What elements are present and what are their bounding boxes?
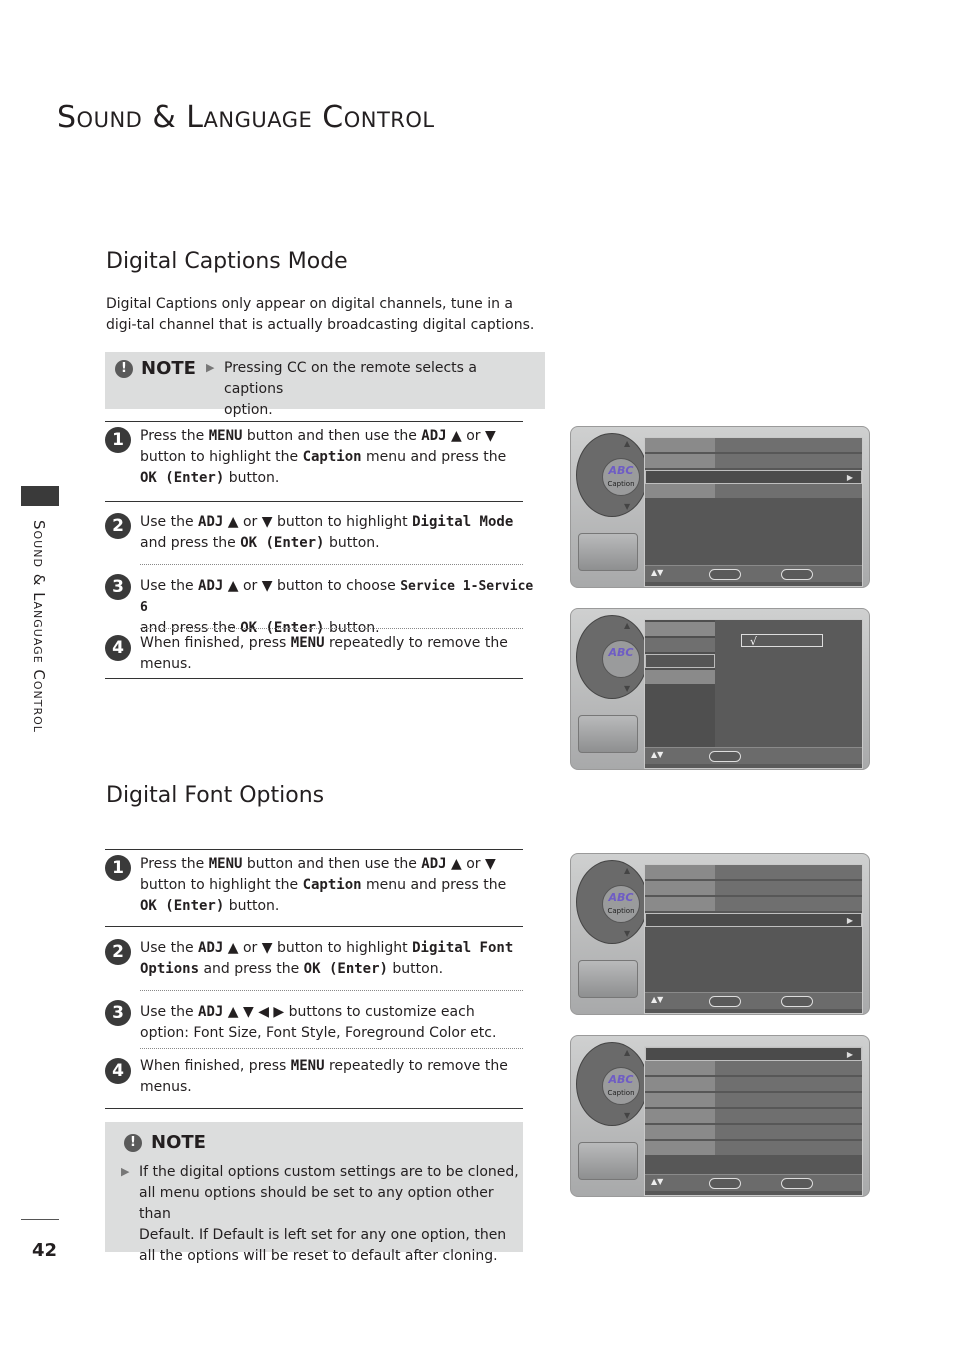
- down-arrow-icon: ▼: [624, 684, 631, 693]
- step-text: menu and press the: [361, 877, 507, 893]
- exclamation-icon: !: [124, 1134, 142, 1152]
- step-number: 4: [105, 1058, 131, 1084]
- tv-osd-caption-menu: [570, 426, 870, 588]
- step-divider-dotted: [140, 1048, 523, 1049]
- right-arrow-icon: ▶: [846, 916, 853, 925]
- osd-menu-row: [645, 1061, 862, 1077]
- abc-glyph: ABC: [608, 891, 634, 904]
- nav-arrows-icon: ▲▼: [651, 1177, 664, 1186]
- osd-pill-button: [709, 569, 741, 580]
- adj-key: ADJ: [198, 514, 224, 530]
- step-divider: [105, 849, 523, 850]
- fonts-note: [105, 1122, 523, 1264]
- note-label: NOTE: [151, 1132, 206, 1153]
- step-text: menus.: [140, 1079, 192, 1095]
- menu-key: MENU: [208, 428, 243, 444]
- step-text: button and then use the: [242, 856, 422, 872]
- step-text: button.: [224, 470, 280, 486]
- step-text: When finished, press: [140, 635, 291, 651]
- osd-menu-row: [645, 1125, 862, 1141]
- step-text: and press the: [140, 620, 241, 636]
- osd-menu-row: [645, 454, 862, 470]
- step-text: ▲ or ▼ button to highlight: [223, 940, 413, 956]
- note-label: NOTE: [141, 358, 196, 379]
- captions-step-3: [140, 576, 535, 639]
- step-text: ▲ or ▼: [446, 856, 496, 872]
- down-arrow-icon: ▼: [624, 929, 631, 938]
- ok-key: OK (Enter): [240, 620, 325, 636]
- note-bullet-icon: ▶: [206, 361, 215, 374]
- osd-menu-row: [645, 484, 862, 500]
- osd-menu-row: [645, 865, 862, 881]
- nav-arrows-icon: ▲▼: [651, 995, 664, 1004]
- fonts-step-4: [140, 1056, 525, 1098]
- down-arrow-icon: ▼: [624, 1111, 631, 1120]
- page-number: 42: [32, 1240, 58, 1261]
- osd-menu-row: [645, 438, 862, 454]
- adj-key: ADJ: [198, 940, 224, 956]
- osd-menu-row: [645, 1077, 862, 1093]
- osd-menu-row: [645, 881, 862, 897]
- captions-heading: Digital Captions Mode: [106, 249, 348, 274]
- note-line3: Default. If Default is left set for any one option, then: [139, 1227, 507, 1243]
- abc-glyph: ABC: [608, 464, 634, 477]
- side-section-label: Sound & Language Control: [30, 520, 48, 733]
- step-text: and press the: [199, 961, 304, 977]
- caption-wheel-icon: [602, 640, 640, 678]
- page-number-rule: [21, 1219, 59, 1220]
- step-number: 2: [105, 513, 131, 539]
- options-key: Options: [140, 961, 200, 977]
- step-text: Use the: [140, 514, 199, 530]
- ok-key: OK (Enter): [140, 470, 225, 486]
- up-arrow-icon: ▲: [624, 621, 631, 630]
- right-arrow-icon: ▶: [846, 1050, 853, 1059]
- step-text: button.: [324, 620, 380, 636]
- osd-menu-row: [645, 622, 715, 636]
- note-text: [139, 1162, 519, 1267]
- caption-key: Caption: [302, 449, 362, 465]
- osd-pill-button: [781, 569, 813, 580]
- step-text: Press the: [140, 428, 209, 444]
- osd-footer: [645, 992, 862, 1009]
- adj-key: ADJ: [421, 856, 447, 872]
- tv-osd-digital-mode: [570, 608, 870, 770]
- step-text: Use the: [140, 940, 199, 956]
- osd-menu-row-highlighted: [645, 913, 862, 927]
- note-line2: all menu options should be set to any option other than: [139, 1185, 494, 1222]
- caption-wheel-icon: [602, 885, 640, 923]
- step-text: button to highlight the: [140, 449, 303, 465]
- step-text: menus.: [140, 656, 192, 672]
- captions-step-4: [140, 633, 525, 675]
- osd-footer: [645, 747, 862, 764]
- step-text: repeatedly to remove the: [324, 1058, 508, 1074]
- fonts-step-2: [140, 938, 525, 980]
- fonts-heading: Digital Font Options: [106, 783, 325, 808]
- osd-pill-button: [781, 996, 813, 1007]
- ok-key: OK (Enter): [140, 898, 225, 914]
- osd-pill-button: [709, 996, 741, 1007]
- step-divider-dotted: [140, 990, 523, 991]
- step-text: button and then use the: [242, 428, 422, 444]
- adj-key: ADJ: [198, 578, 224, 594]
- osd-menu-row: [645, 897, 862, 913]
- up-arrow-icon: ▲: [624, 439, 631, 448]
- step-text: option: Font Size, Font Style, Foreground Color etc.: [140, 1025, 497, 1041]
- note-line4: all the options will be reset to default after cloning.: [139, 1248, 498, 1264]
- note-line1: Pressing CC on the remote selects a captions: [224, 360, 477, 397]
- step-text: Press the: [140, 856, 209, 872]
- wheel-label: Caption: [607, 1089, 635, 1097]
- digital-mode-key: Digital Mode: [412, 514, 514, 530]
- caption-key: Caption: [302, 877, 362, 893]
- up-arrow-icon: ▲: [624, 1048, 631, 1057]
- wheel-label: Caption: [607, 480, 635, 488]
- menu-key: MENU: [290, 635, 325, 651]
- osd-footer: [645, 565, 862, 582]
- step-divider: [105, 1108, 523, 1109]
- fonts-step-1: [140, 854, 525, 917]
- captions-intro: [106, 294, 546, 336]
- service-key: Service 1-Service 6: [140, 579, 534, 615]
- step-divider: [105, 421, 523, 422]
- osd-menu-row: [645, 1093, 862, 1109]
- step-text: and press the: [140, 535, 241, 551]
- step-divider-dotted: [140, 628, 523, 629]
- step-divider: [105, 678, 523, 679]
- osd-menu-row: [645, 670, 715, 684]
- adj-key: ADJ: [198, 1004, 224, 1020]
- selected-option-box: [741, 634, 823, 647]
- step-text: When finished, press: [140, 1058, 291, 1074]
- osd-screen: [644, 1046, 863, 1196]
- note-text: [224, 358, 539, 421]
- step-text: ▲ or ▼ button to choose: [223, 578, 401, 594]
- right-arrow-icon: ▶: [846, 473, 853, 482]
- note-line2: option.: [224, 402, 273, 418]
- note-line1: If the digital options custom settings are to be cloned,: [139, 1164, 519, 1180]
- up-arrow-icon: ▲: [624, 866, 631, 875]
- osd-screen: [644, 619, 863, 769]
- step-text: ▲ or ▼ button to highlight: [223, 514, 413, 530]
- osd-pill-button: [709, 1178, 741, 1189]
- osd-menu-row-highlighted: [645, 470, 862, 484]
- digital-font-key: Digital Font: [412, 940, 514, 956]
- menu-key: MENU: [290, 1058, 325, 1074]
- page-title: Sound & Language Control: [57, 100, 435, 135]
- step-number: 1: [105, 427, 131, 453]
- ok-key: OK (Enter): [240, 535, 325, 551]
- osd-pill-button: [709, 751, 741, 762]
- osd-menu-row-highlighted: [645, 654, 715, 668]
- caption-wheel-icon: [602, 458, 640, 496]
- step-text: button.: [324, 535, 380, 551]
- tv-button-icon: [578, 960, 638, 998]
- menu-key: MENU: [208, 856, 243, 872]
- fonts-step-3: [140, 1002, 525, 1044]
- captions-intro-line1: Digital Captions only appear on digital channels, tune in a: [106, 296, 514, 312]
- step-text: Use the: [140, 1004, 199, 1020]
- osd-side-column: [645, 620, 715, 750]
- adj-key: ADJ: [421, 428, 447, 444]
- step-divider: [105, 926, 523, 927]
- step-text: button to highlight the: [140, 877, 303, 893]
- wheel-label: Caption: [607, 907, 635, 915]
- check-icon: √: [750, 635, 758, 648]
- tv-button-icon: [578, 533, 638, 571]
- step-divider: [105, 501, 523, 502]
- osd-menu-row-highlighted: [645, 1047, 862, 1061]
- osd-menu-row: [645, 1109, 862, 1125]
- step-text: Use the: [140, 578, 199, 594]
- captions-intro-line2: digi-tal channel that is actually broadcasting digital captions.: [106, 317, 535, 333]
- captions-step-1: [140, 426, 525, 489]
- ok-key: OK (Enter): [303, 961, 388, 977]
- captions-note: [105, 352, 545, 418]
- osd-menu-row: [645, 638, 715, 652]
- tv-osd-caption-menu-fonts: [570, 853, 870, 1015]
- step-text: button.: [387, 961, 444, 977]
- step-number: 2: [105, 939, 131, 965]
- osd-pill-button: [781, 1178, 813, 1189]
- step-text: ▲ or ▼: [446, 428, 496, 444]
- nav-arrows-icon: ▲▼: [651, 750, 664, 759]
- step-divider-dotted: [140, 564, 523, 565]
- step-text: ▲ ▼ ◀ ▶ buttons to customize each: [223, 1004, 475, 1020]
- tv-osd-font-options: [570, 1035, 870, 1197]
- caption-wheel-icon: [602, 1067, 640, 1105]
- step-number: 4: [105, 635, 131, 661]
- down-arrow-icon: ▼: [624, 502, 631, 511]
- captions-step-2: [140, 512, 525, 554]
- tv-button-icon: [578, 1142, 638, 1180]
- osd-menu-row: [645, 1141, 862, 1157]
- step-number: 3: [105, 1000, 131, 1026]
- note-bullet-icon: ▶: [121, 1165, 130, 1178]
- step-text: menu and press the: [361, 449, 507, 465]
- side-tab-marker: [21, 486, 59, 506]
- step-number: 1: [105, 855, 131, 881]
- abc-glyph: ABC: [608, 646, 634, 659]
- step-number: 3: [105, 574, 131, 600]
- osd-screen: [644, 437, 863, 587]
- osd-footer: [645, 1174, 862, 1191]
- step-text: button.: [224, 898, 280, 914]
- abc-glyph: ABC: [608, 1073, 634, 1086]
- tv-button-icon: [578, 715, 638, 753]
- step-text: repeatedly to remove the: [324, 635, 508, 651]
- nav-arrows-icon: ▲▼: [651, 568, 664, 577]
- exclamation-icon: !: [115, 360, 133, 378]
- osd-screen: [644, 864, 863, 1014]
